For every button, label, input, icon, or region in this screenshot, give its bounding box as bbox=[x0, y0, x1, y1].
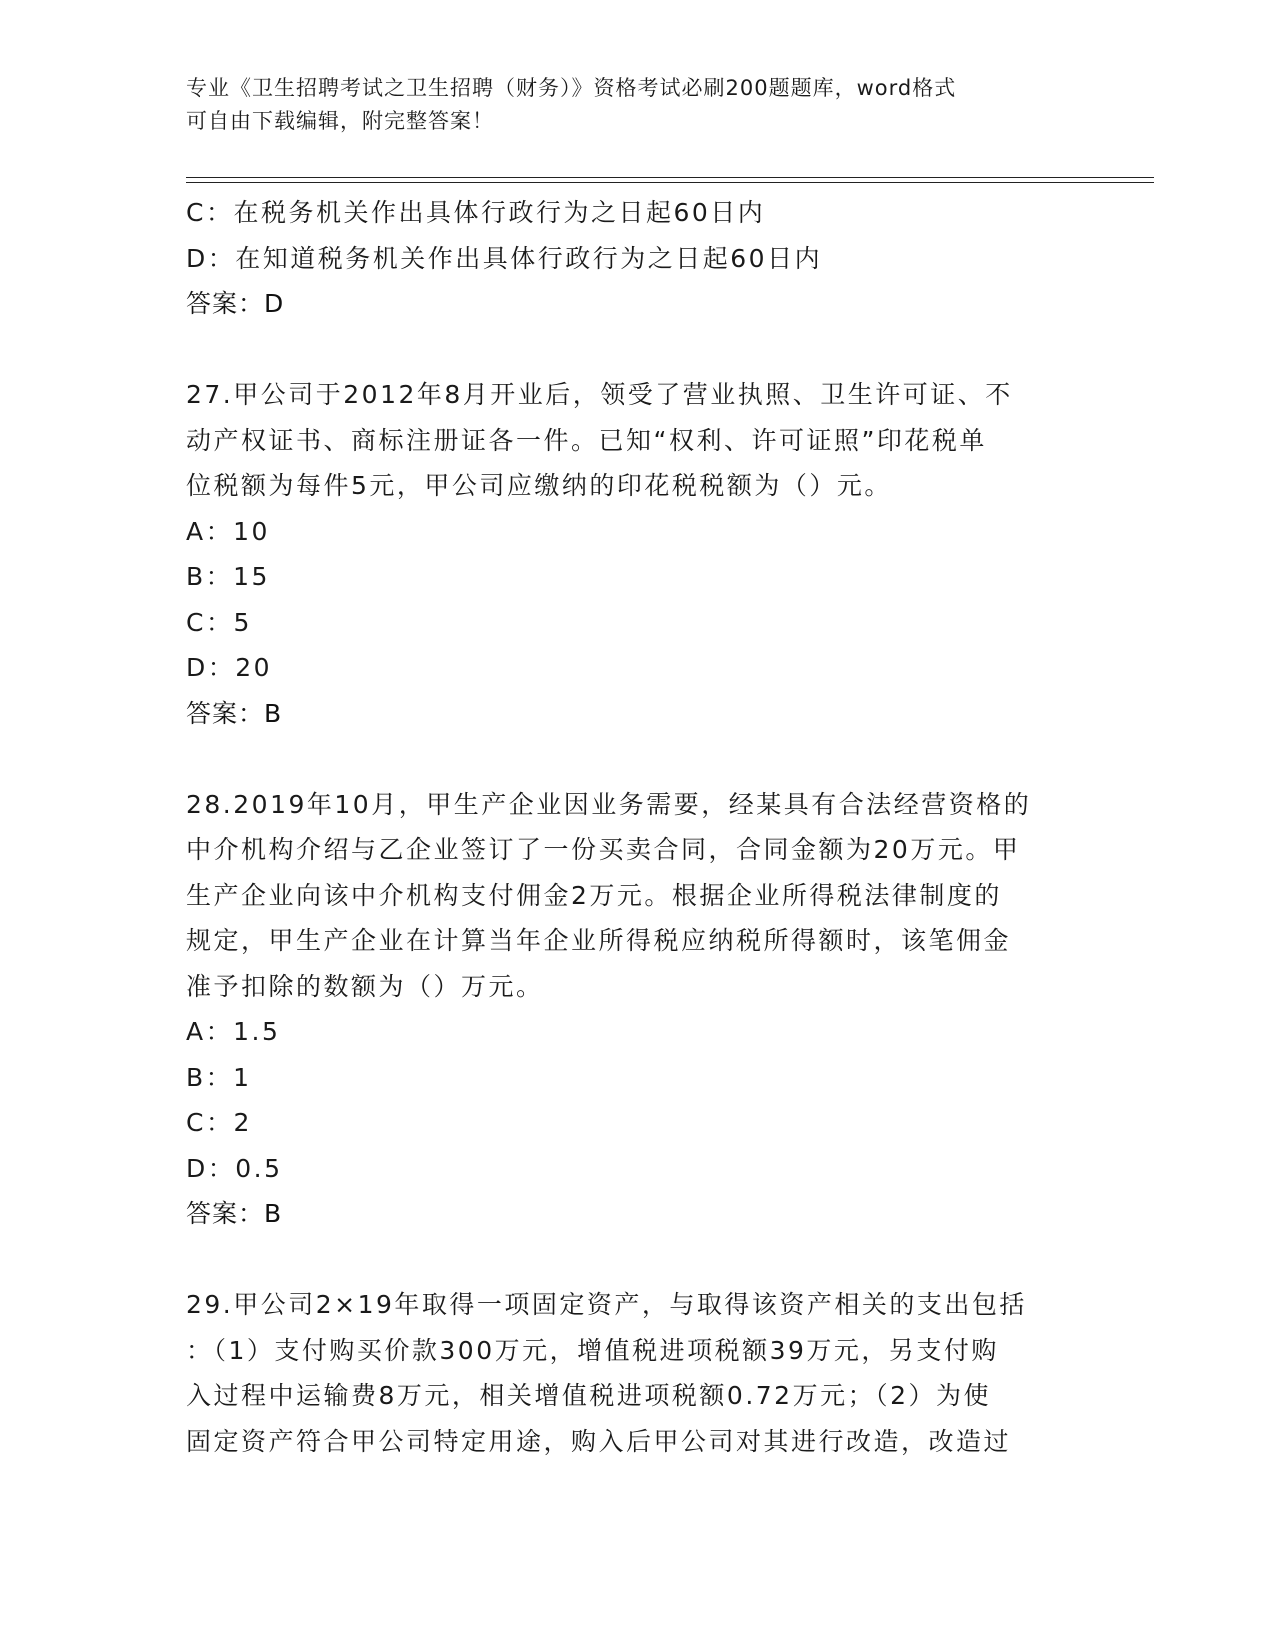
prev-option-c: C：在税务机关作出具体行政行为之日起60日内 bbox=[186, 198, 766, 227]
header-divider-bottom bbox=[186, 182, 1154, 183]
question-27-option-c: C：5 bbox=[186, 607, 252, 637]
question-28-line: 中介机构介绍与乙企业签订了一份买卖合同，合同金额为20万元。甲 bbox=[186, 835, 1021, 864]
question-29-line: 固定资产符合甲公司特定用途，购入后甲公司对其进行改造，改造过 bbox=[186, 1426, 1012, 1456]
header-divider-top bbox=[186, 177, 1154, 178]
spacer bbox=[186, 1237, 1086, 1283]
question-27-option-d: D：20 bbox=[186, 653, 273, 682]
question-28-option-a: A：1.5 bbox=[186, 1017, 281, 1046]
document-header bbox=[186, 72, 1066, 138]
question-28 bbox=[186, 782, 1086, 1237]
question-29-line: 29.甲公司2×19年取得一项固定资产，与取得该资产相关的支出包括 bbox=[186, 1290, 1027, 1319]
question-27-line: 动产权证书、商标注册证各一件。已知“权利、许可证照”印花税单 bbox=[186, 425, 987, 455]
question-27-line: 位税额为每件5元，甲公司应缴纳的印花税税额为（）元。 bbox=[186, 471, 892, 500]
question-28-option-b: B：1 bbox=[186, 1062, 252, 1092]
question-27-option-a: A：10 bbox=[186, 516, 270, 546]
spacer bbox=[186, 327, 1086, 373]
spacer bbox=[186, 736, 1086, 782]
question-28-line: 规定，甲生产企业在计算当年企业所得税应纳税所得额时，该笔佣金 bbox=[186, 926, 1012, 955]
question-29-line: ：（1）支付购买价款300万元，增值税进项税额39万元，另支付购 bbox=[186, 1335, 999, 1365]
question-content bbox=[186, 190, 1086, 1464]
question-27-option-b: B：15 bbox=[186, 562, 270, 591]
header-title-line-1: 专业《卫生招聘考试之卫生招聘（财务）》资格考试必刷200题题库，word格式 bbox=[186, 76, 957, 100]
question-29 bbox=[186, 1282, 1086, 1464]
prev-answer: 答案：D bbox=[186, 289, 285, 318]
question-27-line: 27.甲公司于2012年8月开业后，领受了营业执照、卫生许可证、不 bbox=[186, 380, 1013, 409]
question-27 bbox=[186, 372, 1086, 736]
question-28-option-c: C：2 bbox=[186, 1108, 252, 1137]
question-29-line: 入过程中运输费8万元，相关增值税进项税额0.72万元；（2）为使 bbox=[186, 1381, 991, 1410]
question-28-option-d: D：0.5 bbox=[186, 1153, 283, 1183]
question-27-answer: 答案：B bbox=[186, 698, 283, 728]
header-title-line-2: 可自由下载编辑，附完整答案！ bbox=[186, 109, 494, 133]
question-28-line: 28.2019年10月，甲生产企业因业务需要，经某具有合法经营资格的 bbox=[186, 789, 1032, 819]
prev-option-d: D：在知道税务机关作出具体行政行为之日起60日内 bbox=[186, 243, 823, 273]
question-28-line: 生产企业向该中介机构支付佣金2万元。根据企业所得税法律制度的 bbox=[186, 880, 1002, 910]
question-28-answer: 答案：B bbox=[186, 1199, 283, 1228]
question-28-line: 准予扣除的数额为（）万元。 bbox=[186, 971, 544, 1001]
